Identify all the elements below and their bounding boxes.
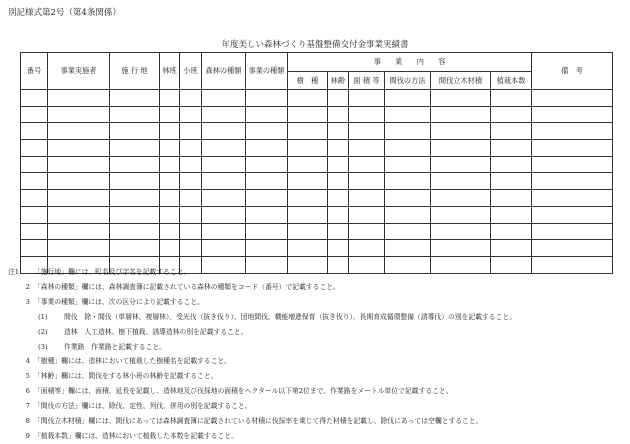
table-cell[interactable]: [431, 106, 491, 123]
header-forest-type: 森林の種類: [202, 53, 246, 90]
table-row: [21, 156, 613, 173]
header-tree-species: 樹 種: [288, 72, 328, 90]
table-cell[interactable]: [491, 106, 532, 123]
table-cell[interactable]: [385, 223, 431, 240]
table-cell[interactable]: [160, 240, 180, 257]
note-item: [8, 369, 623, 384]
note-text: 「間伐の方法」欄には、除伐、定性、列伐、併用の別を記載すること。: [34, 402, 252, 411]
table-cell[interactable]: [491, 206, 532, 223]
note-item: [8, 414, 623, 429]
note-number: 2: [25, 282, 30, 291]
table-cell[interactable]: [349, 140, 385, 157]
header-stand-age: 林齢: [328, 72, 349, 90]
note-number: 8: [25, 417, 30, 426]
table-cell[interactable]: [328, 206, 349, 223]
table-cell[interactable]: [202, 140, 246, 157]
table-cell[interactable]: [328, 140, 349, 157]
table-cell[interactable]: [160, 206, 180, 223]
table-cell[interactable]: [180, 240, 202, 257]
table-row: [21, 106, 613, 123]
table-cell[interactable]: [491, 156, 532, 173]
table-cell[interactable]: [288, 156, 328, 173]
table-cell[interactable]: [431, 240, 491, 257]
note-text: 「面積等」欄には、面積、延長を記載し、造林地及び伐採地の面積をヘクタール以下第2位まで、作業路をメートル単位で記載すること。: [34, 387, 453, 396]
table-cell[interactable]: [246, 140, 288, 157]
note-item: [8, 429, 623, 444]
table-row: [21, 206, 613, 223]
table-row: [21, 173, 613, 190]
table-cell[interactable]: [180, 156, 202, 173]
report-table: [20, 52, 613, 274]
table-cell[interactable]: [160, 90, 180, 107]
table-cell[interactable]: [385, 206, 431, 223]
table-cell[interactable]: [246, 223, 288, 240]
table-cell[interactable]: [21, 123, 48, 140]
table-cell[interactable]: [491, 90, 532, 107]
header-thinned-volume: 間伐立木材積: [431, 72, 491, 90]
table-cell[interactable]: [21, 90, 48, 107]
note-item: [8, 280, 623, 295]
table-cell[interactable]: [491, 223, 532, 240]
note-text: 「植栽本数」欄には、造林において植栽した本数を記載すること。: [34, 431, 238, 440]
table-cell[interactable]: [21, 140, 48, 157]
note-number: (1): [38, 312, 48, 321]
table-cell[interactable]: [202, 223, 246, 240]
table-body: [21, 90, 613, 274]
table-cell[interactable]: [532, 90, 613, 107]
table-cell[interactable]: [180, 106, 202, 123]
table-cell[interactable]: [246, 240, 288, 257]
table-cell[interactable]: [48, 240, 110, 257]
table-cell[interactable]: [491, 123, 532, 140]
table-cell[interactable]: [431, 90, 491, 107]
table-cell[interactable]: [160, 190, 180, 207]
header-thinning-method: 間伐の方法: [385, 72, 431, 90]
table-cell[interactable]: [288, 190, 328, 207]
table-cell[interactable]: [180, 140, 202, 157]
table-cell[interactable]: [48, 206, 110, 223]
note-text: 間伐 除・間伐（単層林、複層林）、受光伐（抜き伐り）、団地間伐、機能増進保育（抜き伐り）、長期育成循環整備（誘導伐）の別を記載すること。: [64, 312, 516, 321]
table-cell[interactable]: [328, 223, 349, 240]
table-cell[interactable]: [491, 173, 532, 190]
table-cell[interactable]: [48, 90, 110, 107]
table-cell[interactable]: [288, 106, 328, 123]
table-cell[interactable]: [246, 156, 288, 173]
table-cell[interactable]: [328, 240, 349, 257]
table-cell[interactable]: [110, 190, 160, 207]
header-planted-count: 植栽本数: [491, 72, 532, 90]
table-cell[interactable]: [288, 240, 328, 257]
table-cell[interactable]: [110, 140, 160, 157]
note-item: [8, 295, 623, 310]
table-cell[interactable]: [385, 240, 431, 257]
table-cell[interactable]: [202, 190, 246, 207]
table-cell[interactable]: [385, 90, 431, 107]
form-number-label: 別記様式第2号（第4条関係）: [8, 8, 121, 18]
header-area: 面 積 等: [349, 72, 385, 90]
note-text: 「林齢」欄には、間伐をする林小班の林齢を記載すること。: [34, 372, 218, 381]
table-cell[interactable]: [349, 106, 385, 123]
table-cell[interactable]: [160, 223, 180, 240]
table-cell[interactable]: [180, 190, 202, 207]
note-item: [8, 265, 623, 280]
table-cell[interactable]: [180, 90, 202, 107]
table-cell[interactable]: [48, 190, 110, 207]
notes-section: [8, 265, 623, 444]
table-cell[interactable]: [21, 173, 48, 190]
note-text: 造林 人工造林、樹下植栽、誘導造林の別を記載すること。: [64, 327, 248, 336]
table-cell[interactable]: [180, 223, 202, 240]
table-cell[interactable]: [288, 173, 328, 190]
table-cell[interactable]: [48, 140, 110, 157]
table-cell[interactable]: [246, 206, 288, 223]
header-remarks: 備 考: [532, 53, 613, 90]
table-cell[interactable]: [491, 190, 532, 207]
table-cell[interactable]: [328, 173, 349, 190]
table-cell[interactable]: [288, 140, 328, 157]
table-cell[interactable]: [246, 106, 288, 123]
table-cell[interactable]: [288, 90, 328, 107]
table-cell[interactable]: [532, 240, 613, 257]
table-cell[interactable]: [180, 123, 202, 140]
table-cell[interactable]: [202, 206, 246, 223]
note-item: [8, 384, 623, 399]
table-cell[interactable]: [21, 206, 48, 223]
table-cell[interactable]: [532, 140, 613, 157]
table-cell[interactable]: [180, 173, 202, 190]
table-cell[interactable]: [21, 240, 48, 257]
table-cell[interactable]: [349, 206, 385, 223]
table-cell[interactable]: [202, 173, 246, 190]
table-cell[interactable]: [431, 140, 491, 157]
table-cell[interactable]: [246, 90, 288, 107]
table-cell[interactable]: [385, 140, 431, 157]
table-cell[interactable]: [328, 123, 349, 140]
table-cell[interactable]: [180, 206, 202, 223]
note-number: 7: [25, 402, 30, 411]
note-number: 5: [25, 372, 30, 381]
table-cell[interactable]: [431, 223, 491, 240]
table-cell[interactable]: [328, 90, 349, 107]
table-cell[interactable]: [385, 173, 431, 190]
table-cell[interactable]: [431, 123, 491, 140]
table-row: [21, 223, 613, 240]
table-cell[interactable]: [431, 206, 491, 223]
table-cell[interactable]: [349, 223, 385, 240]
table-cell[interactable]: [431, 173, 491, 190]
table-cell[interactable]: [431, 190, 491, 207]
note-text: 「樹種」欄には、造林において植栽した樹種名を記載すること。: [34, 357, 232, 366]
table-cell[interactable]: [110, 123, 160, 140]
note-number: (2): [38, 327, 48, 336]
table-cell[interactable]: [21, 190, 48, 207]
header-forest-compartment: 林班: [160, 53, 180, 90]
note-subitem: [8, 310, 623, 325]
note-number: 6: [25, 387, 30, 396]
table-row: [21, 90, 613, 107]
table-cell[interactable]: [532, 123, 613, 140]
table-cell[interactable]: [532, 173, 613, 190]
header-location: 施 行 地: [110, 53, 160, 90]
table-cell[interactable]: [110, 106, 160, 123]
table-cell[interactable]: [160, 156, 180, 173]
table-cell[interactable]: [288, 123, 328, 140]
table-cell[interactable]: [328, 190, 349, 207]
table-cell[interactable]: [532, 106, 613, 123]
table-cell[interactable]: [110, 156, 160, 173]
note-number: 3: [25, 297, 30, 306]
table-cell[interactable]: [160, 140, 180, 157]
table-cell[interactable]: [385, 123, 431, 140]
table-cell[interactable]: [431, 156, 491, 173]
document-title: 年度美しい森林づくり基盤整備交付金事業実績書: [221, 40, 409, 50]
table-cell[interactable]: [246, 123, 288, 140]
table-cell[interactable]: [328, 106, 349, 123]
table-row: [21, 123, 613, 140]
table-cell[interactable]: [349, 173, 385, 190]
note-subitem: [8, 325, 623, 340]
table-cell[interactable]: [48, 223, 110, 240]
header-project-contents: 事 業 内 容: [288, 53, 532, 72]
table-cell[interactable]: [328, 156, 349, 173]
table-cell[interactable]: [110, 206, 160, 223]
table-cell[interactable]: [385, 156, 431, 173]
table-cell[interactable]: [202, 240, 246, 257]
table-cell[interactable]: [532, 223, 613, 240]
table-cell[interactable]: [532, 206, 613, 223]
table-cell[interactable]: [385, 106, 431, 123]
note-text: 作業路 作業路と記載すること。: [64, 342, 166, 351]
table-cell[interactable]: [48, 173, 110, 190]
table-cell[interactable]: [48, 106, 110, 123]
table-cell[interactable]: [160, 106, 180, 123]
note-item: [8, 354, 623, 369]
table-cell[interactable]: [532, 156, 613, 173]
table-row: [21, 190, 613, 207]
table-cell[interactable]: [160, 123, 180, 140]
table-cell[interactable]: [110, 240, 160, 257]
note-number: (3): [38, 342, 48, 351]
table-cell[interactable]: [21, 156, 48, 173]
table-cell[interactable]: [202, 156, 246, 173]
table-cell[interactable]: [349, 90, 385, 107]
table-cell[interactable]: [202, 123, 246, 140]
table-cell[interactable]: [491, 240, 532, 257]
table-cell[interactable]: [48, 156, 110, 173]
note-text: 「森林の種類」欄には、森林調査簿に記載されている森林の種類をコード（番号）で記載すること。: [34, 282, 340, 291]
note-text: 「施行地」欄には、町名及び字名を記載すること。: [34, 268, 191, 276]
table-row: [21, 140, 613, 157]
table-cell[interactable]: [246, 190, 288, 207]
table-cell[interactable]: [21, 106, 48, 123]
header-project-type: 事業の種類: [246, 53, 288, 90]
header-implementer: 事業実施者: [48, 53, 110, 90]
table-cell[interactable]: [349, 240, 385, 257]
note-number: 9: [25, 431, 30, 440]
table-cell[interactable]: [202, 90, 246, 107]
table-cell[interactable]: [349, 190, 385, 207]
table-cell[interactable]: [349, 156, 385, 173]
table-row: [21, 240, 613, 257]
table-cell[interactable]: [110, 223, 160, 240]
note-text: 「間伐立木材積」欄には、間伐にあっては森林調査簿に記載されている材積に伐採率を乗じて得た材積を記載し、除伐にあっては空欄とすること。: [34, 417, 483, 426]
table-cell[interactable]: [21, 223, 48, 240]
table-cell[interactable]: [202, 106, 246, 123]
table-cell[interactable]: [532, 190, 613, 207]
table-cell[interactable]: [246, 173, 288, 190]
note-number: 4: [25, 357, 30, 366]
table-cell[interactable]: [110, 173, 160, 190]
table-cell[interactable]: [110, 90, 160, 107]
note-text: 「事業の種類」欄には、次の区分により記載すること。: [34, 297, 204, 306]
header-number: 番号: [21, 53, 48, 90]
note-subitem: [8, 340, 623, 355]
table-cell[interactable]: [349, 123, 385, 140]
table-cell[interactable]: [160, 173, 180, 190]
table-cell[interactable]: [48, 123, 110, 140]
table-cell[interactable]: [491, 140, 532, 157]
table-cell[interactable]: [288, 223, 328, 240]
header-sub-compartment: 小班: [180, 53, 202, 90]
table-cell[interactable]: [288, 206, 328, 223]
note-item: [8, 399, 623, 414]
note-number: 注1: [8, 268, 20, 276]
table-cell[interactable]: [385, 190, 431, 207]
